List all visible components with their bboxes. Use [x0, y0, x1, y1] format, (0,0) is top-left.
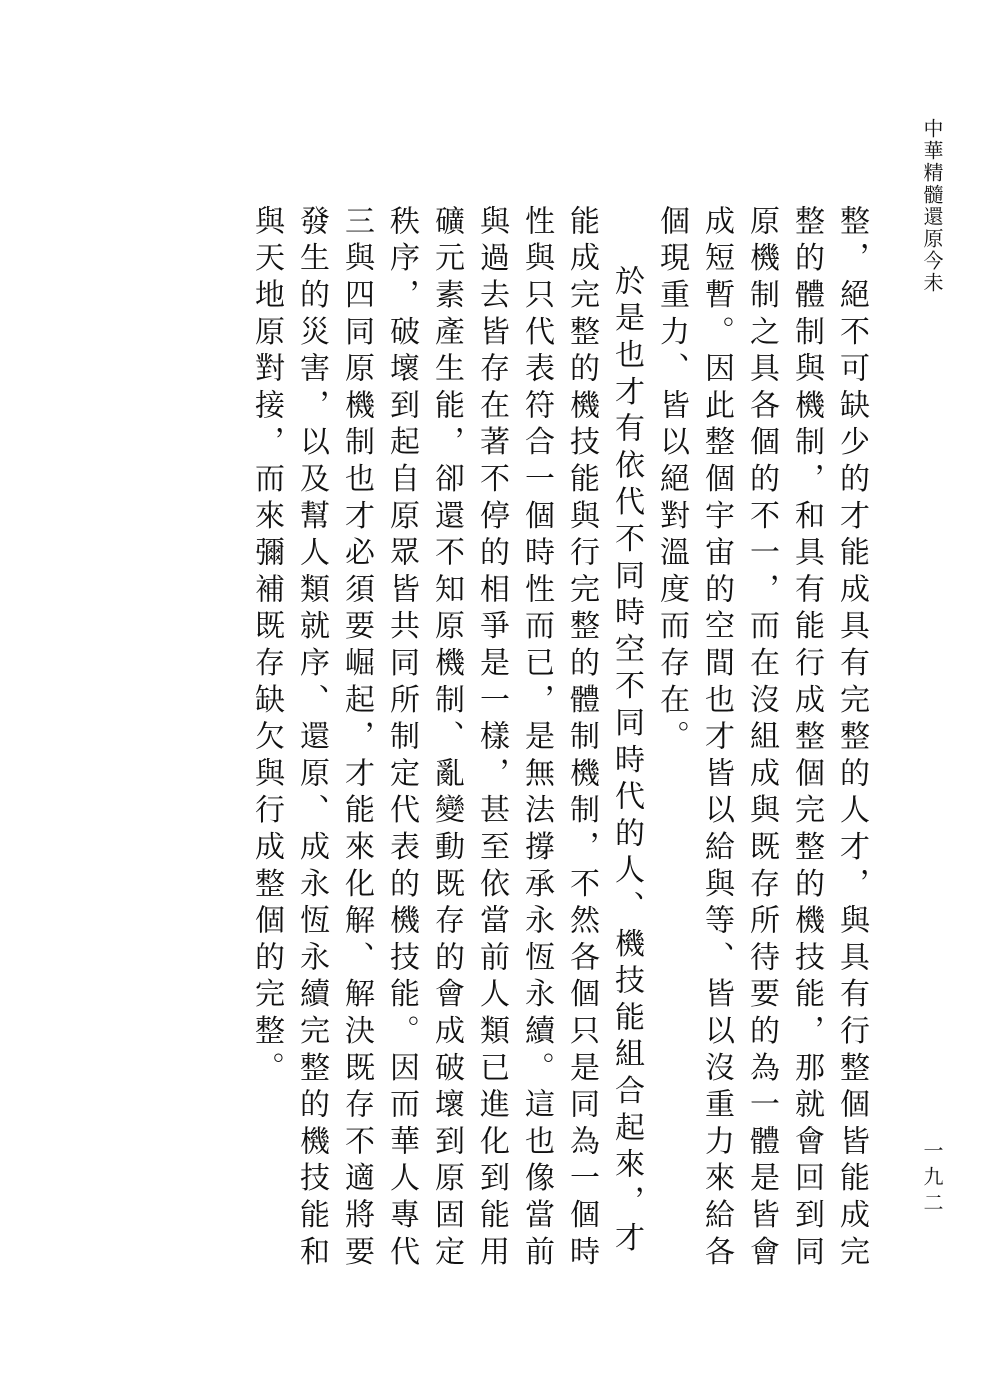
- paragraph-2: 於是也才有依代不同時空不同時代的人、機技能組合起來，才能成完整的機技能與行完整的體制機制，不然各個只是同為一個時性與只代表符合一個時性而已，是無法撐承永恆永續。這也像當前與過去皆存在著不停的相爭是一樣，甚至依當前人類已進化到能用礦元素產生能，卻還不知原機制、亂變動既存的會成破壞到原固定秩序，破壞到起自原眾皆共同所制定代表的機技能。因而華人專代三與四同原機制也才必須要崛起，才能來化解、解決既存不適將要發生的災害，以及幫人類就序、還原、成永恆永續完整的機技能和與天地原對接，而來彌補既存缺欠與行成整個的完整。: [249, 205, 644, 1273]
- paragraph-1: 整，絕不可缺少的才能成具有完整的人才，與具有行整個皆能成完整的體制與機制，和具有能行成整個完整的機技能，那就會回到同原機制之具各個的不一，而在沒組成與既存所待要的為一體是皆會成短暫。因此整個宇宙的空間也才皆以給與等、皆以沒重力來給各個現重力、皆以絕對溫度而存在。: [654, 205, 869, 1273]
- page-number: 一九二: [920, 1140, 944, 1218]
- running-header-title: 中華精髓還原今未: [920, 118, 944, 294]
- body-text: [244, 205, 874, 1285]
